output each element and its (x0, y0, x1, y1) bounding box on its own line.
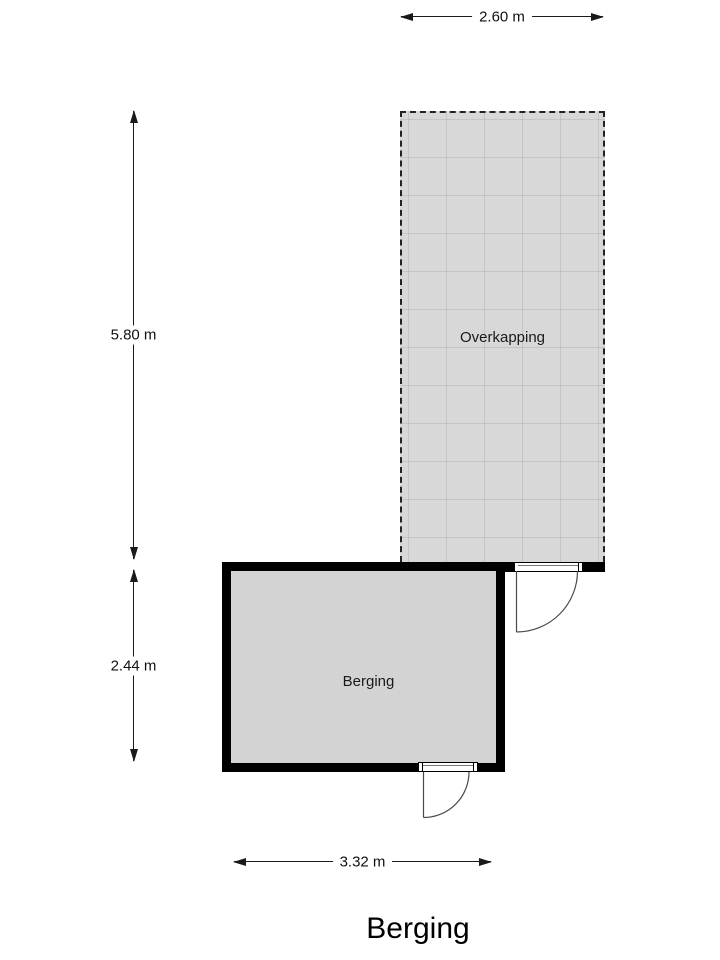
wall-segment (582, 562, 605, 572)
door-threshold (518, 562, 578, 572)
arrowhead-left-icon (400, 13, 413, 21)
dimension-label: 5.80 m (104, 326, 164, 345)
dimension-top (400, 10, 604, 24)
door-arc-top (517, 571, 578, 632)
arrowhead-up-icon (130, 569, 138, 582)
dimension-label: 2.60 m (472, 8, 532, 27)
plan-title: Berging (366, 912, 470, 945)
arrowhead-right-icon (479, 858, 492, 866)
wall-segment (505, 562, 514, 572)
arrowhead-down-icon (130, 749, 138, 762)
dimension-label: 3.32 m (333, 853, 393, 872)
dimension-bottom (233, 855, 492, 869)
arrowhead-down-icon (130, 547, 138, 560)
door-jamb (473, 762, 478, 772)
door-jamb (578, 562, 583, 572)
arrowhead-right-icon (591, 13, 604, 21)
arrowhead-up-icon (130, 110, 138, 123)
dimension-left-lower (110, 569, 157, 762)
dimension-label: 2.44 m (104, 656, 164, 675)
door-threshold (423, 762, 473, 772)
door-arc-bottom (424, 772, 470, 818)
room-berging (222, 562, 505, 772)
room-label-overkapping: Overkapping (459, 329, 546, 346)
room-overkapping (400, 111, 605, 562)
arrowhead-left-icon (233, 858, 246, 866)
room-label-berging: Berging (342, 673, 395, 690)
dimension-left-upper (110, 110, 157, 560)
